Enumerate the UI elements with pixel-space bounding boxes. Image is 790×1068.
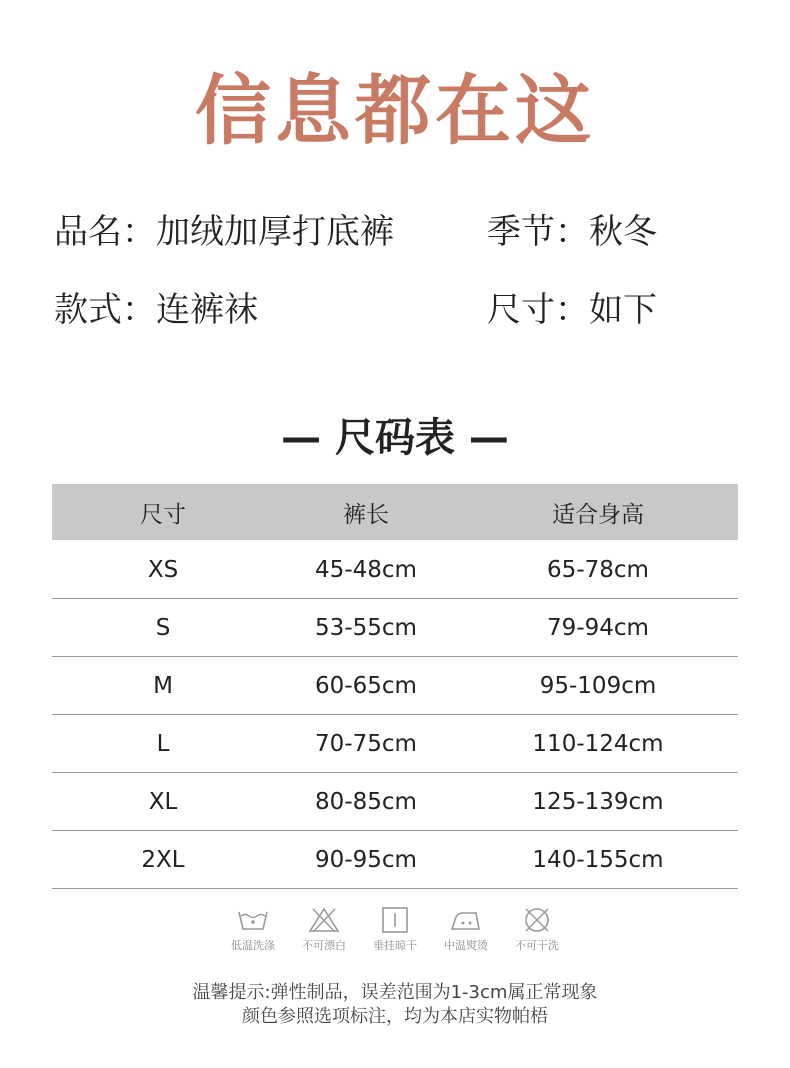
note-line-2: 颜色参照选项标注，均为本店实物帕梧 <box>242 1006 548 1027</box>
table-header-row <box>52 484 738 540</box>
header-size: 尺寸 <box>52 484 274 540</box>
cell-size: 2XL <box>52 831 274 889</box>
cell-height: 125-139cm <box>458 773 738 831</box>
cell-length: 70-75cm <box>274 715 458 773</box>
table-row <box>52 831 738 889</box>
header-length: 裤长 <box>274 484 458 540</box>
style: 款式：连裤袜 <box>54 290 258 330</box>
table-row <box>52 657 738 715</box>
season: 季节：秋冬 <box>487 212 657 252</box>
cell-height: 95-109cm <box>458 657 738 715</box>
care-instructions <box>222 906 568 953</box>
care-item-low-temp-wash <box>222 906 284 953</box>
cell-size: XS <box>52 540 274 599</box>
size-table <box>52 484 738 889</box>
cell-size: S <box>52 599 274 657</box>
hang-dry-icon <box>378 906 412 934</box>
care-label: 不可干洗 <box>515 939 559 952</box>
care-label: 低温洗涤 <box>231 939 275 952</box>
table-row <box>52 715 738 773</box>
cell-height: 140-155cm <box>458 831 738 889</box>
low-temp-wash-icon <box>236 906 270 934</box>
product-name: 品名：加绒加厚打底裤 <box>54 212 394 252</box>
cell-height: 110-124cm <box>458 715 738 773</box>
care-label: 垂挂晾干 <box>373 939 417 952</box>
table-row <box>52 599 738 657</box>
note-line-1: 温馨提示:弹性制品，误差范围为1-3cm属正常现象 <box>192 982 598 1003</box>
header-height: 适合身高 <box>458 484 738 540</box>
cell-length: 53-55cm <box>274 599 458 657</box>
cell-size: M <box>52 657 274 715</box>
page-title: 信息都在这 <box>195 66 595 155</box>
cell-height: 79-94cm <box>458 599 738 657</box>
care-item-hang-dry <box>364 906 426 953</box>
no-bleach-icon <box>307 906 341 934</box>
cell-height: 65-78cm <box>458 540 738 599</box>
cell-size: L <box>52 715 274 773</box>
cell-size: XL <box>52 773 274 831</box>
cell-length: 60-65cm <box>274 657 458 715</box>
care-label: 中温熨烫 <box>444 939 488 952</box>
table-row <box>52 540 738 599</box>
care-label: 不可漂白 <box>302 939 346 952</box>
size-chart-title: — 尺码表 — <box>281 415 509 461</box>
no-dry-clean-icon <box>520 906 554 934</box>
cell-length: 80-85cm <box>274 773 458 831</box>
care-item-no-bleach <box>293 906 355 953</box>
cell-length: 45-48cm <box>274 540 458 599</box>
care-item-medium-iron <box>435 906 497 953</box>
care-item-no-dry-clean <box>506 906 568 953</box>
table-row <box>52 773 738 831</box>
cell-length: 90-95cm <box>274 831 458 889</box>
medium-iron-icon <box>449 906 483 934</box>
size-info: 尺寸：如下 <box>487 290 657 330</box>
